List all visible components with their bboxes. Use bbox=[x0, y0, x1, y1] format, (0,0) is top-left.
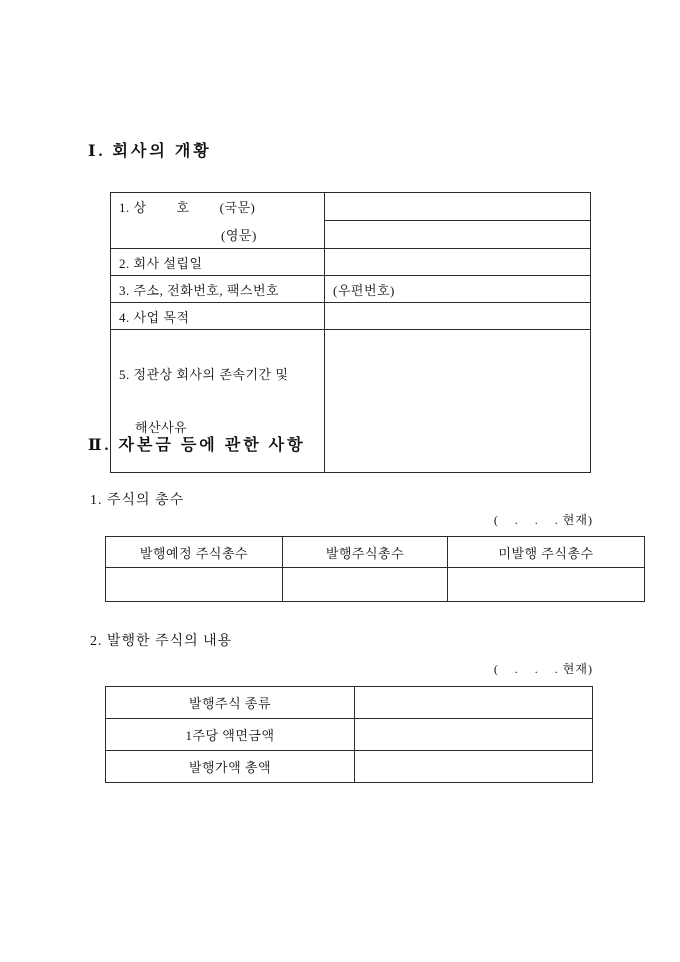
column-header-authorized-shares: 발행예정 주식총수 bbox=[106, 537, 283, 568]
duration-dissolution-line2: 해산사유 bbox=[135, 420, 188, 435]
total-issue-amount-label: 발행가액 총액 bbox=[106, 751, 355, 783]
section2-heading: Ⅱ. 자본금 등에 관한 사항 bbox=[88, 437, 306, 454]
duration-dissolution-value-cell bbox=[325, 330, 591, 473]
postal-code-value-cell: (우편번호) bbox=[325, 276, 591, 303]
table-row bbox=[106, 751, 593, 783]
company-name-kr-label: 1. 상 호 (국문) bbox=[111, 193, 325, 221]
authorized-shares-value-cell bbox=[106, 568, 283, 602]
issued-shares-asof-date: ( . . . 현재) bbox=[493, 662, 593, 676]
table-header-row bbox=[106, 537, 645, 568]
duration-dissolution-line1: 5. 정관상 회사의 존속기간 및 bbox=[119, 367, 289, 382]
share-class-value-cell bbox=[355, 687, 593, 719]
table-row bbox=[111, 276, 591, 303]
company-overview-table bbox=[110, 192, 591, 473]
issued-shares-value-cell bbox=[283, 568, 448, 602]
table-row bbox=[111, 249, 591, 276]
company-name-en-value-cell bbox=[325, 221, 591, 249]
shares-total-asof-date: ( . . . 현재) bbox=[493, 513, 593, 527]
address-phone-fax-label: 3. 주소, 전화번호, 팩스번호 bbox=[111, 276, 325, 303]
issued-shares-title: 2. 발행한 주식의 내용 bbox=[90, 634, 233, 649]
table-row bbox=[106, 687, 593, 719]
table-row bbox=[106, 719, 593, 751]
total-issue-amount-value-cell bbox=[355, 751, 593, 783]
shares-total-table bbox=[105, 536, 645, 602]
column-header-unissued-shares: 미발행 주식총수 bbox=[448, 537, 645, 568]
par-value-per-share-value-cell bbox=[355, 719, 593, 751]
business-purpose-value-cell bbox=[325, 303, 591, 330]
company-name-en-label: (영문) bbox=[111, 221, 325, 249]
table-row bbox=[111, 193, 591, 221]
unissued-shares-value-cell bbox=[448, 568, 645, 602]
section1-heading: Ⅰ. 회사의 개황 bbox=[88, 143, 212, 160]
shares-total-title: 1. 주식의 총수 bbox=[90, 493, 185, 508]
table-row bbox=[111, 221, 591, 249]
table-row bbox=[111, 303, 591, 330]
establishment-date-label: 2. 회사 설립일 bbox=[111, 249, 325, 276]
company-name-kr-value-cell bbox=[325, 193, 591, 221]
par-value-per-share-label: 1주당 액면금액 bbox=[106, 719, 355, 751]
establishment-date-value-cell bbox=[325, 249, 591, 276]
table-row bbox=[106, 568, 645, 602]
issued-shares-table bbox=[105, 686, 593, 783]
share-class-label: 발행주식 종류 bbox=[106, 687, 355, 719]
business-purpose-label: 4. 사업 목적 bbox=[111, 303, 325, 330]
column-header-issued-shares: 발행주식총수 bbox=[283, 537, 448, 568]
